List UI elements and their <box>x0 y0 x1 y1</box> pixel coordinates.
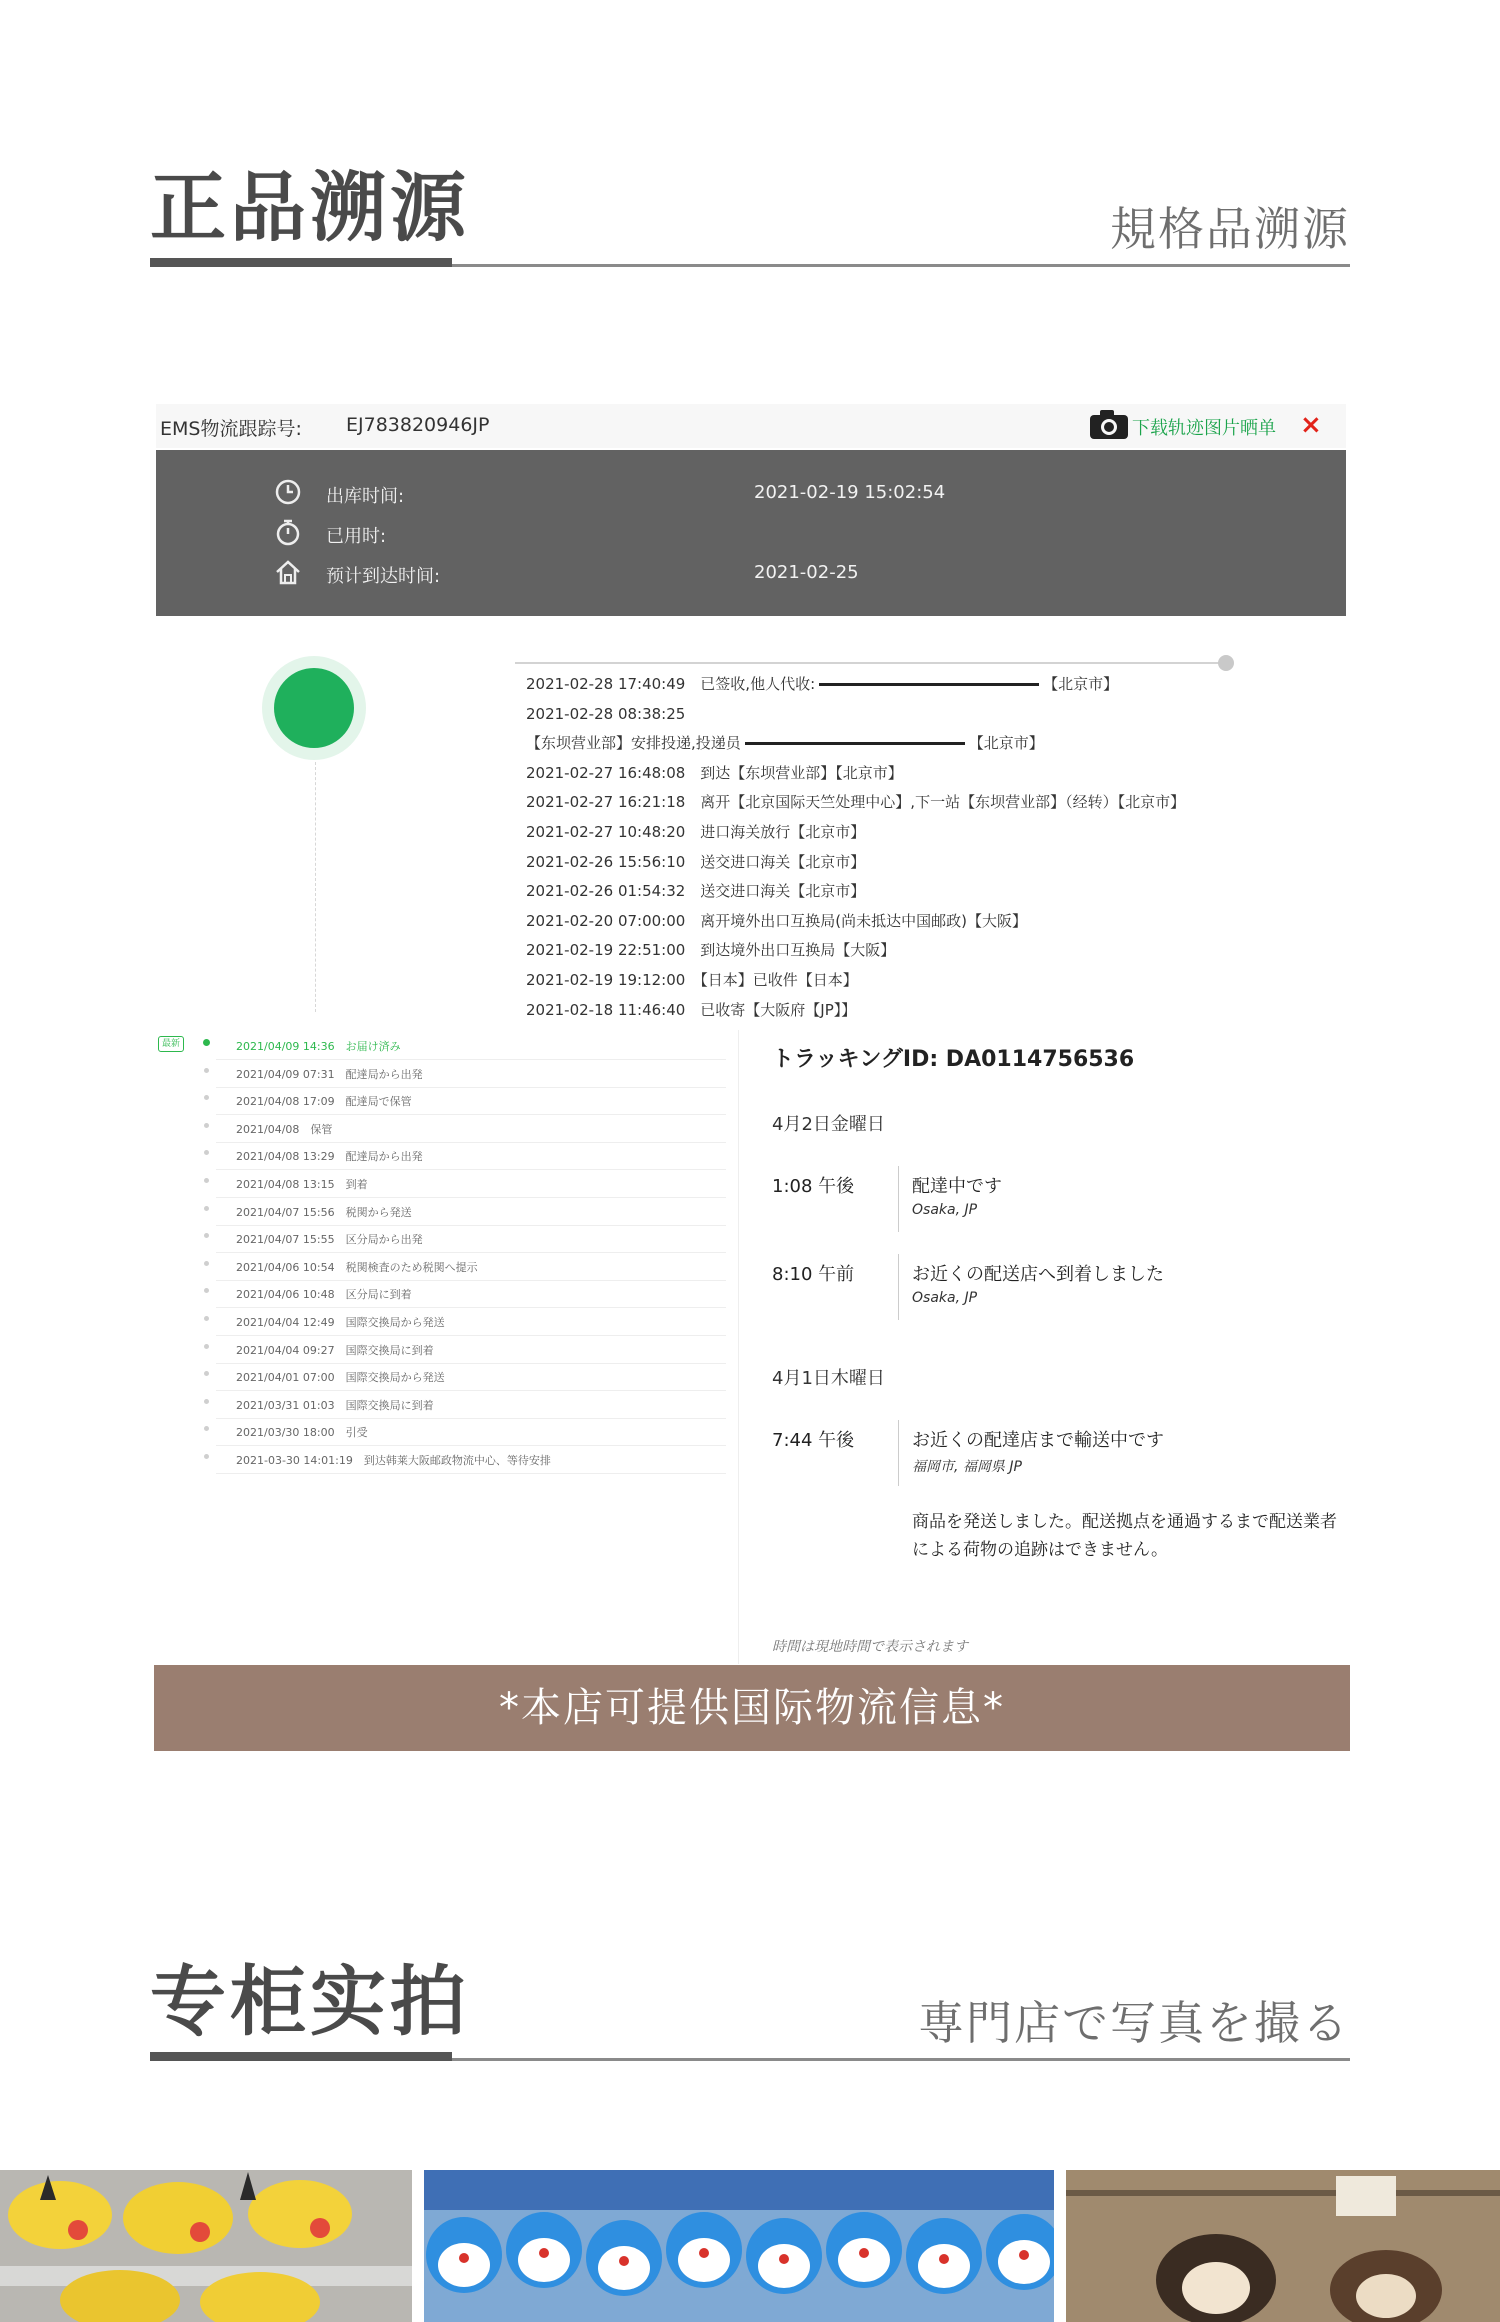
timeline-scrollbar-handle[interactable] <box>1218 655 1234 671</box>
ems-tracking-number: EJ783820946JP <box>346 414 490 436</box>
timeline-entry <box>526 700 1356 730</box>
timeline-entry-text: 2021-02-19 22:51:00 到达境外出口互换局【大阪】 <box>526 941 896 960</box>
eta-value: 2021-02-25 <box>754 562 859 583</box>
status-dot-icon <box>204 1316 209 1321</box>
timeline-entry <box>526 788 1356 818</box>
timeline-entry-text: 2021-02-19 19:12:00 【日本】已收件【日本】 <box>526 970 858 989</box>
jp-tracking-row <box>216 1308 726 1336</box>
store-photo-pikachu <box>0 2170 412 2322</box>
event-time: 1:08 午後 <box>772 1176 855 1197</box>
timeline-entry <box>526 907 1356 937</box>
event-time: 8:10 午前 <box>772 1264 855 1285</box>
event-line <box>898 1254 899 1320</box>
status-dot-icon <box>204 1206 209 1211</box>
timeline-entry <box>526 818 1356 848</box>
tracking-date-2: 4月1日木曜日 <box>772 1368 885 1389</box>
jp-tracking-text: 2021/04/08 保管 <box>236 1122 333 1136</box>
status-dot-icon <box>204 1068 209 1073</box>
section-subtitle-authenticity: 規格品溯源 <box>1110 202 1350 256</box>
event-time: 7:44 午後 <box>772 1430 855 1451</box>
jp-tracking-text: 2021/04/08 17:09 配達局で保管 <box>236 1095 412 1109</box>
international-logistics-banner: *本店可提供国际物流信息* <box>154 1665 1350 1751</box>
status-dot-icon <box>204 1150 209 1155</box>
timeline-entry <box>526 877 1356 907</box>
timeline-entry <box>526 996 1356 1026</box>
status-dot-icon <box>204 1371 209 1376</box>
courier-tracking-panel <box>740 1030 1350 1664</box>
status-dot-icon <box>204 1454 209 1459</box>
stopwatch-icon <box>274 518 302 546</box>
store-photo-doraemon <box>424 2170 1054 2322</box>
timezone-note: 時間は現地時間で表示されます <box>772 1639 968 1655</box>
jp-tracking-text: 2021/04/04 09:27 国際交換局に到着 <box>236 1343 434 1357</box>
timeline-entry <box>526 936 1356 966</box>
ems-tracking-label: EMS物流跟踪号: <box>160 418 302 440</box>
jp-tracking-row <box>216 1225 726 1253</box>
event-line <box>898 1420 899 1486</box>
timeline-entry <box>526 759 1356 789</box>
jp-tracking-row <box>216 1087 726 1115</box>
status-dot-icon <box>204 1344 209 1349</box>
event-location: Osaka, JP <box>912 1202 978 1218</box>
jp-tracking-text: 2021/04/09 14:36 お届け済み <box>236 1040 401 1053</box>
jp-tracking-row <box>216 1060 726 1088</box>
timeline-entry-text: 2021-02-27 16:48:08 到达【东坝营业部】【北京市】 <box>526 763 903 782</box>
timeline-entry <box>526 966 1356 996</box>
timeline-entry-location: 【北京市】 <box>1043 675 1119 693</box>
tracking-date-1: 4月2日金曜日 <box>772 1114 885 1135</box>
close-icon[interactable]: × <box>1300 410 1322 440</box>
status-dot-icon <box>204 1426 209 1431</box>
timeline-entry <box>526 729 1356 759</box>
camera-icon[interactable] <box>1086 406 1134 442</box>
timeline-entry-text: 2021-02-28 08:38:25 <box>526 704 686 723</box>
ems-row-outbound-time <box>156 478 1346 508</box>
jp-tracking-row <box>216 1446 726 1474</box>
timeline-entry-text: 2021-02-18 11:46:40 已收寄【大阪府【JP】】 <box>526 1000 857 1019</box>
event-status: お近くの配達店まで輸送中です <box>912 1430 1164 1451</box>
jp-tracking-row <box>216 1418 726 1446</box>
jp-tracking-row <box>216 1198 726 1226</box>
jp-tracking-text: 2021-03-30 14:01:19 到达韩莱大阪邮政物流中心、等待安排 <box>236 1454 551 1467</box>
status-dot-icon <box>204 1233 209 1238</box>
jp-tracking-row <box>216 1391 726 1419</box>
jp-tracking-row <box>216 1170 726 1198</box>
timeline-entry-text: 2021-02-27 16:21:18 离开【北京国际天竺处理中心】,下一站【东坝营业部】（经转）【北京市】 <box>526 793 1186 812</box>
tracking-id: トラッキングID: DA0114756536 <box>772 1047 1135 1072</box>
ems-header <box>156 404 1346 448</box>
ems-timeline-list <box>526 670 1356 1025</box>
status-indicator-icon <box>262 656 366 760</box>
jp-tracking-text: 2021/04/01 07:00 国際交換局から発送 <box>236 1371 445 1385</box>
status-dot-icon <box>204 1095 209 1100</box>
outbound-time-value: 2021-02-19 15:02:54 <box>754 482 946 503</box>
event-status: お近くの配送店へ到着しました <box>912 1264 1164 1285</box>
section-title-store-photos: 专柜实拍 <box>150 1957 470 2046</box>
timeline-entry-text: 2021-02-26 15:56:10 送交进口海关【北京市】 <box>526 852 866 871</box>
jp-tracking-text: 2021/04/09 07:31 配達局から出発 <box>236 1067 423 1081</box>
jp-tracking-row <box>216 1363 726 1391</box>
timeline-entry-text: 2021-02-27 10:48:20 进口海关放行【北京市】 <box>526 822 866 841</box>
jp-tracking-text: 2021/04/06 10:48 区分局に到着 <box>236 1288 412 1302</box>
jp-tracking-row <box>216 1142 726 1170</box>
jp-tracking-text: 2021/04/07 15:56 税関から発送 <box>236 1205 412 1219</box>
status-dot-icon <box>204 1399 209 1404</box>
timeline-entry <box>526 848 1356 878</box>
jp-tracking-row <box>216 1115 726 1143</box>
ems-row-eta <box>156 558 1346 588</box>
shipment-note: 商品を発送しました。配送拠点を通過するまで配送業者による荷物の追跡はできません。 <box>912 1512 1337 1560</box>
eta-label: 预计到达时间: <box>326 566 441 587</box>
timeline-entry-text: 2021-02-28 17:40:49 已签收,他人代收: <box>526 675 816 693</box>
ems-row-elapsed <box>156 518 1346 548</box>
status-dot-icon <box>203 1039 210 1046</box>
latest-badge: 最新 <box>158 1036 184 1052</box>
jp-tracking-text: 2021/03/30 18:00 引受 <box>236 1426 368 1440</box>
section-accent-bar <box>150 2052 452 2061</box>
jp-tracking-text: 2021/04/08 13:15 到着 <box>236 1178 368 1191</box>
section-subtitle-store-photos: 専門店で写真を撮る <box>918 1996 1350 2050</box>
home-icon <box>274 558 302 586</box>
status-dot-icon <box>204 1288 209 1293</box>
timeline-connector <box>315 762 316 1012</box>
status-dot-icon <box>204 1178 209 1183</box>
clock-icon <box>274 478 302 506</box>
jp-tracking-text: 2021/04/07 15:55 区分局から出発 <box>236 1233 423 1247</box>
timeline-entry-location: 【北京市】 <box>968 734 1044 753</box>
ems-info-panel <box>156 450 1346 616</box>
download-track-image-link[interactable]: 下载轨迹图片晒单 <box>1132 418 1276 439</box>
jp-tracking-row <box>216 1280 726 1308</box>
jp-tracking-text: 2021/04/06 10:54 税関検査のため税関へ提示 <box>236 1260 478 1274</box>
section-accent-bar <box>150 258 452 267</box>
timeline-entry <box>526 670 1356 700</box>
jp-tracking-text: 2021/04/04 12:49 国際交換局から発送 <box>236 1316 445 1329</box>
event-line <box>898 1166 899 1232</box>
redacted-info <box>819 683 1039 686</box>
timeline-entry-text: 【东坝营业部】安排投递,投递员 <box>526 734 741 753</box>
elapsed-label: 已用时: <box>326 526 387 547</box>
section-title-authenticity: 正品溯源 <box>150 163 470 252</box>
jp-tracking-row <box>216 1336 726 1364</box>
outbound-time-label: 出库时间: <box>326 486 405 507</box>
event-location: Osaka, JP <box>912 1290 978 1306</box>
timeline-scrollbar-track[interactable] <box>515 662 1225 664</box>
store-photo-plush-shelf <box>1066 2170 1500 2322</box>
jp-post-tracking-list <box>156 1030 736 1664</box>
redacted-info <box>745 742 965 745</box>
jp-tracking-text: 2021/03/31 01:03 国際交換局に到着 <box>236 1398 434 1412</box>
jp-tracking-row <box>216 1253 726 1281</box>
jp-tracking-text: 2021/04/08 13:29 配達局から出発 <box>236 1150 423 1164</box>
event-location: 福岡市, 福岡県 JP <box>912 1459 1022 1475</box>
status-dot-icon <box>204 1123 209 1128</box>
status-dot-icon <box>204 1261 209 1266</box>
panel-divider <box>738 1030 739 1664</box>
timeline-entry-text: 2021-02-26 01:54:32 送交进口海关【北京市】 <box>526 882 866 901</box>
timeline-entry-text: 2021-02-20 07:00:00 离开境外出口互换局(尚未抵达中国邮政)【大阪】 <box>526 911 1028 930</box>
status-dot <box>274 668 354 748</box>
event-status: 配達中です <box>912 1176 1002 1197</box>
jp-tracking-row <box>216 1032 726 1060</box>
